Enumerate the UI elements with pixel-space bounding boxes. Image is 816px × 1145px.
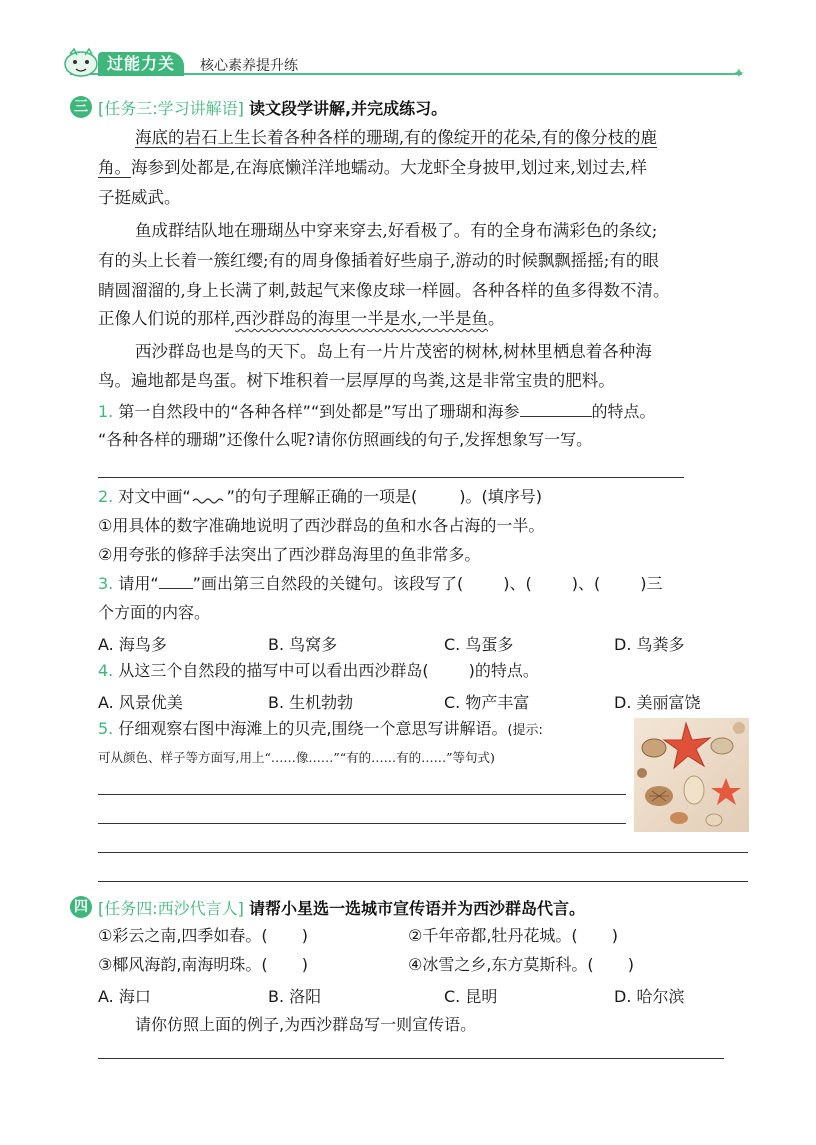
question-1 <box>98 400 656 422</box>
passage-p2-line4 <box>98 309 505 329</box>
straight-line-mark <box>159 574 193 589</box>
question-text: )、( <box>503 574 532 593</box>
q3-option-b[interactable]: B. 鸟窝多 <box>268 635 338 654</box>
question-text: 对文中画“ <box>118 487 191 506</box>
question-2 <box>98 487 542 507</box>
city-option-a[interactable]: A. 海口 <box>98 987 151 1006</box>
question-text: )。(填序号) <box>459 487 542 506</box>
passage-p3-line2: 鸟。遍地都是鸟蛋。树下堆积着一层厚厚的鸟粪,这是非常宝贵的肥料。 <box>98 371 615 390</box>
slogan-text: ②千年帝都,牡丹花城。( <box>408 926 578 945</box>
question-5 <box>98 719 543 741</box>
city-option-b[interactable]: B. 洛阳 <box>268 987 322 1006</box>
section3-heading <box>98 96 447 119</box>
question-4 <box>98 661 539 681</box>
q3-option-c[interactable]: C. 鸟蛋多 <box>444 635 514 654</box>
question-text: ”的句子理解正确的一项是( <box>226 487 418 506</box>
question-text: 第一自然段中的“各种各样”“到处都是”写出了珊瑚和海参 <box>118 402 520 421</box>
passage-p2-line2: 有的头上长着一簇红缨;有的周身像插着好些扇子,游动的时候飘飘摇摇;有的眼 <box>98 251 659 270</box>
underlined-sentence: 海底的岩石上生长着各种各样的珊瑚,有的像绽开的花朵,有的像分枝的鹿 <box>135 128 657 147</box>
slogan-prompt: 请你仿照上面的例子,为西沙群岛写一则宣传语。 <box>135 1015 477 1034</box>
question-number: 3. <box>98 574 114 593</box>
answer-line[interactable] <box>98 477 684 478</box>
question-5-hint: 可从颜色、样子等方面写,用上“……像……”“有的……有的……”等句式) <box>98 750 495 765</box>
question-number: 1. <box>98 402 114 421</box>
paren-close: ) <box>611 926 618 945</box>
question-2-option-1: ①用具体的数字准确地说明了西沙群岛的鱼和水各占海的一半。 <box>98 516 545 535</box>
section4-number: 四 <box>70 896 92 918</box>
question-number: 5. <box>98 719 114 738</box>
question-text: )的特点。 <box>468 661 539 680</box>
wavy-underlined-sentence: 西沙群岛的海里一半是水,一半是鱼 <box>235 309 488 328</box>
q4-option-d[interactable]: D. 美丽富饶 <box>614 693 701 712</box>
paren-close: ) <box>301 955 308 974</box>
hint-text: (提示: <box>507 723 543 738</box>
underlined-sentence-end: 角。 <box>98 158 131 177</box>
answer-line[interactable] <box>98 794 626 795</box>
slogan-text: ④冰雪之乡,东方莫斯科。( <box>408 955 594 974</box>
q3-option-a[interactable]: A. 海鸟多 <box>98 635 167 654</box>
passage-text: 正像人们说的那样, <box>98 309 236 328</box>
section3-number: 三 <box>70 96 92 118</box>
star-icon: ✦ <box>733 66 745 82</box>
header-badge: 过能力关 <box>98 52 184 76</box>
section4-heading <box>98 896 585 919</box>
q4-option-b[interactable]: B. 生机勃勃 <box>268 693 354 712</box>
passage-p2-line3: 睛圆溜溜的,身上长满了刺,鼓起气来像皮球一样圆。各种各样的鱼多得数不清。 <box>98 281 670 300</box>
answer-line[interactable] <box>98 823 626 824</box>
question-text: )三 <box>640 574 663 593</box>
slogan-item-4 <box>408 955 634 975</box>
passage-p1-line2 <box>98 158 647 178</box>
slogan-item-3 <box>98 955 308 975</box>
slogan-item-2 <box>408 926 618 946</box>
answer-blank[interactable] <box>520 400 592 417</box>
paren-close: ) <box>301 926 308 945</box>
city-option-d[interactable]: D. 哈尔滨 <box>614 987 685 1006</box>
section4-tag: [任务四:西沙代言人] <box>98 899 244 918</box>
passage-p3-line1: 西沙群岛也是鸟的天下。岛上有一片片茂密的树林,树林里栖息着各种海 <box>135 342 652 361</box>
passage-p2-line1: 鱼成群结队地在珊瑚丛中穿来穿去,好看极了。有的全身布满彩色的条纹; <box>135 221 658 240</box>
question-text: ”画出第三自然段的关键句。该段写了( <box>192 574 464 593</box>
passage-p1-line3: 子挺威武。 <box>98 188 181 207</box>
section4-title: 请帮小星选一选城市宣传语并为西沙群岛代言。 <box>248 899 585 918</box>
answer-line[interactable] <box>98 852 748 853</box>
passage-text: 。 <box>488 309 505 328</box>
question-text: 请用“ <box>118 574 159 593</box>
header-subtitle: 核心素养提升练 <box>200 58 298 74</box>
slogan-text: ③椰风海韵,南海明珠。( <box>98 955 268 974</box>
q4-option-a[interactable]: A. 风景优美 <box>98 693 183 712</box>
question-text: 仔细观察右图中海滩上的贝壳,围绕一个意思写讲解语。 <box>118 719 508 738</box>
slogan-text: ①彩云之南,四季如春。( <box>98 926 268 945</box>
passage-p1-line1 <box>135 128 657 148</box>
answer-line[interactable] <box>98 1058 724 1059</box>
question-number: 4. <box>98 661 114 680</box>
question-3 <box>98 574 662 594</box>
question-1-line2: “各种各样的珊瑚”还像什么呢?请你仿照画线的句子,发挥想象写一写。 <box>98 430 593 449</box>
question-text: 从这三个自然段的描写中可以看出西沙群岛( <box>118 661 429 680</box>
wavy-line-icon <box>191 491 227 505</box>
paren-close: ) <box>627 955 634 974</box>
q3-option-d[interactable]: D. 鸟粪多 <box>614 635 685 654</box>
city-option-c[interactable]: C. 昆明 <box>444 987 498 1006</box>
q4-option-c[interactable]: C. 物产丰富 <box>444 693 530 712</box>
question-number: 2. <box>98 487 114 506</box>
passage-text: 海参到处都是,在海底懒洋洋地蠕动。大龙虾全身披甲,划过来,划过去,样 <box>131 158 647 177</box>
answer-line[interactable] <box>98 881 748 882</box>
question-text: )、( <box>571 574 601 593</box>
seashell-photo <box>634 718 749 832</box>
mascot-icon <box>62 46 100 78</box>
section3-tag: [任务三:学习讲解语] <box>98 99 244 118</box>
question-2-option-2: ②用夸张的修辞手法突出了西沙群岛海里的鱼非常多。 <box>98 545 481 564</box>
slogan-item-1 <box>98 926 308 946</box>
question-text: 的特点。 <box>591 402 656 421</box>
question-3-line2: 个方面的内容。 <box>98 603 211 622</box>
section3-title: 读文段学讲解,并完成练习。 <box>248 99 448 118</box>
